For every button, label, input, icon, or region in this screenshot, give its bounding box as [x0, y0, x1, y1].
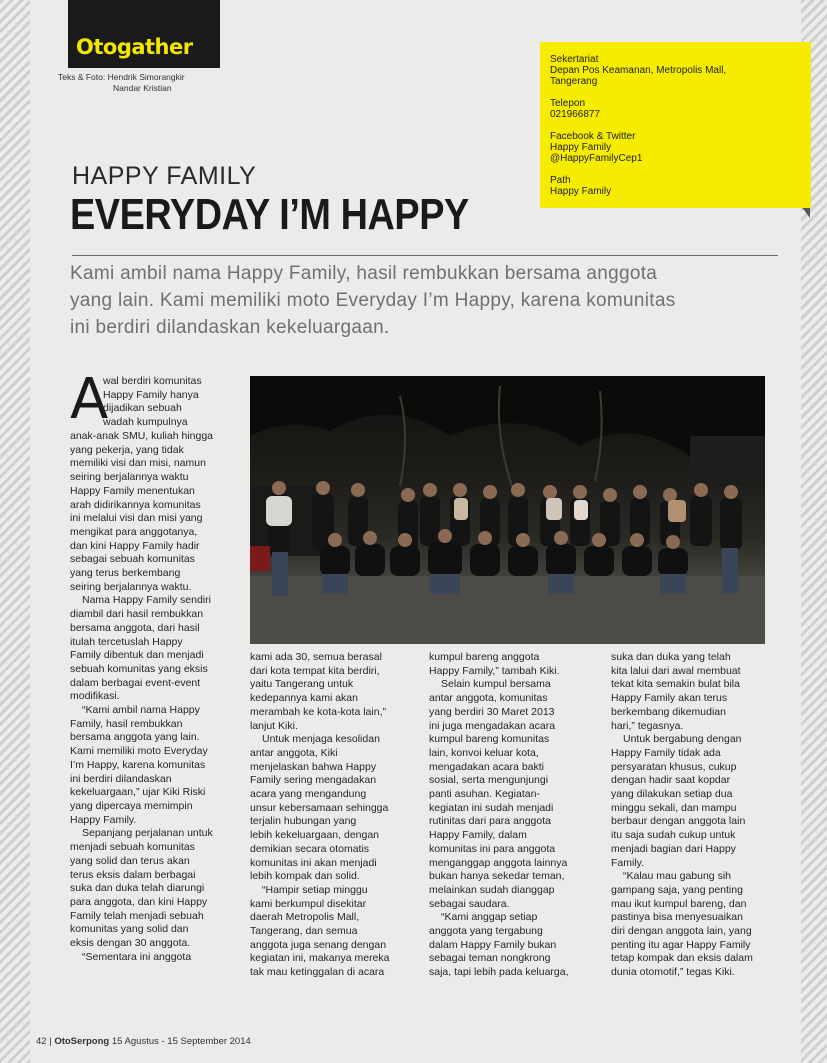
article-line: Kami memiliki moto Everyday: [70, 745, 208, 758]
article-line: saja, tapi lebih pada keluarga,: [429, 966, 569, 979]
article-line: yang pekerja, yang tidak: [70, 443, 184, 456]
article-line: “Kami anggap setiap: [441, 911, 538, 924]
section-title: Otogather: [76, 35, 193, 59]
article-line: “Hampir setiap minggu: [262, 883, 368, 896]
article-line: gampang saja, yang penting: [611, 883, 743, 896]
info-group: [550, 175, 803, 197]
article-line: bersama anggota yang lain.: [70, 731, 200, 744]
article-line: Tangerang, dan semua: [250, 925, 358, 938]
group-photo: [250, 376, 765, 644]
issue-date: 15 Agustus - 15 September 2014: [111, 1036, 251, 1047]
article-line: unsur kebersamaan sehingga: [250, 801, 389, 814]
article-line: eksis dengan 30 anggota.: [70, 937, 191, 950]
headline-rule: [72, 255, 778, 256]
article-line: minggu sekali, dan mampu: [611, 801, 737, 814]
left-margin-pattern: [0, 0, 30, 1063]
article-line: tekat kita semakin bulat bila: [611, 678, 740, 691]
article-line: dijadikan sebuah: [103, 402, 182, 415]
article-line: kekeluargaan,” ujar Kiki Riski: [70, 786, 206, 799]
article-line: seiring berjalannya waktu.: [70, 580, 192, 593]
article-line: kami ada 30, semua berasal: [250, 651, 382, 663]
article-line: Happy Family akan terus: [611, 692, 728, 705]
article-line: seiring berjalannya waktu: [70, 471, 189, 484]
article-line: anggota yang tergabung: [429, 925, 543, 938]
photo-credits: [58, 72, 185, 94]
article-line: diri dengan anggota lain, yang: [611, 925, 752, 938]
article-line: sebagai teman nongkrong: [429, 952, 551, 965]
article-line: daerah Metropolis Mall,: [250, 911, 360, 924]
article-line: Happy Family.: [70, 813, 137, 826]
article-line: Family.: [611, 856, 645, 869]
article-line: Selain kumpul bersama: [441, 678, 551, 691]
article-line: dan kini Happy Family hadir: [70, 539, 200, 552]
article-line: rutinitas dari para anggota: [429, 815, 551, 828]
article-line: ini juga mengadakan acara: [429, 719, 556, 732]
article-line: melainkan sudah dianggap: [429, 883, 555, 896]
article-line: yang dilakukan setiap dua: [611, 788, 733, 801]
lead-line: ini berdiri dilandaskan kekeluargaan.: [70, 317, 390, 338]
info-group: [550, 131, 803, 164]
info-line: Happy Family: [550, 186, 612, 197]
article-line: anak-anak SMU, kuliah hingga: [70, 430, 214, 442]
column-2: [250, 651, 390, 980]
article-line: tetap kompak dan eksis dalam: [611, 952, 753, 965]
article-line: lebih kekeluargaan, dengan: [250, 829, 380, 842]
article-line: itulah tercetuslah Happy: [70, 635, 183, 648]
lead-line: Kami ambil nama Happy Family, hasil rembukkan bersama anggota: [70, 263, 658, 284]
article-line: mengadakan acara bakti: [429, 760, 544, 773]
article-line: Untuk bergabung dengan: [623, 733, 742, 746]
article-line: dengan hadir saat kopdar: [611, 774, 731, 787]
article-line: kita lalui dari awal membuat: [611, 664, 741, 677]
info-line: Depan Pos Keamanan, Metropolis Mall,: [550, 65, 727, 76]
article-line: lanjut Kiki.: [250, 719, 298, 732]
article-line: mau ikut kumpul bareng, dan: [611, 897, 747, 910]
article-line: hari,” tegasnya.: [611, 719, 684, 732]
article-line: merambah ke kota-kota lain,”: [250, 705, 386, 718]
article-line: diambil dari hasil rembukkan: [70, 608, 204, 621]
info-line: Tangerang: [550, 76, 598, 87]
info-line: Happy Family: [550, 142, 612, 153]
article-line: suka dan duka telah diarungi: [70, 882, 205, 895]
article-line: sosial, serta mengunjungi: [429, 774, 549, 787]
article-line: Happy Family menentukan: [70, 484, 195, 497]
article-line: Happy Family tidak ada: [611, 746, 721, 759]
article-line: wadah kumpulnya: [103, 416, 188, 429]
article-line: yang solid dan terus akan: [70, 854, 190, 867]
article-line: lebih kompak dan solid.: [250, 870, 360, 883]
article-line: Family sering mengadakan: [250, 774, 377, 787]
article-line: panti asuhan. Kegiatan-: [429, 788, 540, 801]
article-line: arah didirikannya komunitas: [70, 498, 201, 511]
footer-separator: |: [49, 1036, 55, 1047]
article-line: Sepanjang perjalanan untuk: [82, 827, 213, 840]
article-line: penting itu agar Happy Family: [611, 938, 751, 951]
article-line: wal berdiri komunitas: [103, 375, 202, 387]
article-line: sebagai sebuah komunitas: [70, 553, 195, 566]
article-line: komunitas ini akan menjadi: [250, 856, 377, 869]
lead-line: yang lain. Kami memiliki moto Everyday I’m Happy, karena komunitas: [70, 290, 676, 311]
credit-line: Teks & Foto: Hendrik Simorangkir: [58, 72, 185, 82]
article-line: itu saja sudah cukup untuk: [611, 829, 736, 842]
article-line: para anggota, dan kini Happy: [70, 895, 208, 908]
article-line: dunia otomotif,” tegas Kiki.: [611, 966, 735, 979]
article-line: menjadi bagian dari Happy: [611, 842, 736, 855]
article-line: memiliki visi dan misi, namun: [70, 457, 206, 470]
headline: EVERYDAY I’M HAPPY: [70, 190, 469, 239]
column-3: [429, 651, 569, 980]
info-line: @HappyFamilyCep1: [550, 153, 643, 164]
info-box: [540, 42, 811, 208]
magazine-name: OtoSerpong: [54, 1036, 110, 1047]
info-group: [550, 98, 803, 120]
article-line: berbaur dengan anggota lain: [611, 815, 746, 828]
column-1-wrap: [103, 375, 202, 430]
drop-cap: A: [70, 367, 109, 432]
article-line: Nama Happy Family sendiri: [82, 594, 211, 607]
article-line: yang terus berkembang: [70, 567, 181, 580]
info-heading: Facebook & Twitter: [550, 131, 636, 142]
article-line: terus eksis dalam berbagai: [70, 868, 196, 881]
article-line: menganggap anggota lainnya: [429, 856, 568, 869]
article-line: suka dan duka yang telah: [611, 651, 731, 663]
article-line: kumpul bareng komunitas: [429, 733, 550, 746]
article-line: Family telah menjadi sebuah: [70, 909, 204, 922]
article-line: Happy Family,” tambah Kiki.: [429, 664, 560, 677]
article-line: persyaratan khusus, cukup: [611, 760, 737, 773]
info-line: 021966877: [550, 109, 601, 120]
lead-paragraph: [70, 260, 790, 341]
article-line: dalam Happy Family bukan: [429, 938, 557, 951]
article-line: kedepannya kami akan: [250, 692, 358, 705]
article-line: komunitas ini para anggota: [429, 842, 556, 855]
article-line: mengikat para anggotanya,: [70, 525, 198, 538]
article-line: anggota juga senang dengan: [250, 938, 387, 951]
article-line: demikian secara otomatis: [250, 842, 370, 855]
article-line: komunitas yang solid dan: [70, 923, 189, 936]
article-line: tak mau ketinggalan di acara: [250, 966, 385, 979]
article-line: kegiatan ini, makanya mereka: [250, 952, 390, 965]
info-heading: Sekertariat: [550, 54, 599, 65]
page-number: 42: [36, 1036, 47, 1047]
article-line: berkembang dikemudian: [611, 705, 726, 718]
article-line: terjalin hubungan yang: [250, 815, 357, 828]
article-line: ini berdiri dilandaskan: [70, 772, 172, 785]
article-line: acara yang mengandung: [250, 788, 367, 801]
article-line: bersama anggota, dari hasil: [70, 621, 200, 634]
article-line: yang dipercaya memimpin: [70, 799, 193, 812]
article-line: bukan hanya sekedar teman,: [429, 870, 565, 883]
article-line: I’m Happy, karena komunitas: [70, 758, 206, 771]
article-line: dari kota tempat kita berdiri,: [250, 664, 380, 677]
article-line: lain, konvoi keluar kota,: [429, 746, 539, 759]
info-heading: Path: [550, 175, 571, 186]
column-4: [611, 651, 753, 980]
info-group: [550, 54, 803, 87]
article-line: dalam berbagai event-event: [70, 676, 201, 689]
article-line: modifikasi.: [70, 690, 120, 703]
article-line: kumpul bareng anggota: [429, 651, 540, 663]
article-line: “Kalau mau gabung sih: [623, 870, 731, 883]
article-line: menjadi sebuah komunitas: [70, 841, 195, 854]
article-line: Family dibentuk dan menjadi: [70, 649, 204, 662]
page-footer: [36, 1036, 251, 1047]
article-line: “Sementara ini anggota: [82, 950, 192, 963]
column-1: [70, 430, 213, 964]
article-line: Untuk menjaga kesolidan: [262, 733, 380, 746]
info-heading: Telepon: [550, 98, 586, 109]
article-line: yang berdiri 30 Maret 2013: [429, 705, 555, 718]
article-line: kegiatan ini sudah menjadi: [429, 801, 554, 814]
article-line: yaitu Tangerang untuk: [250, 678, 354, 691]
kicker: HAPPY FAMILY: [72, 162, 257, 190]
article-line: antar anggota, komunitas: [429, 692, 548, 705]
article-line: Happy Family, dalam: [429, 829, 527, 842]
article-line: sebuah komunitas yang eksis: [70, 662, 208, 675]
article-line: “Kami ambil nama Happy: [82, 704, 200, 717]
article-line: kami berkumpul disekitar: [250, 897, 367, 910]
credit-line: Nandar Kristian: [113, 83, 172, 93]
article-line: Family, hasil rembukkan: [70, 717, 183, 730]
article-line: sebagai saudara.: [429, 897, 510, 910]
article-line: ini melalui visi dan misi yang: [70, 512, 203, 525]
article-line: antar anggota, Kiki: [250, 746, 338, 759]
article-line: Happy Family hanya: [103, 388, 199, 401]
group-photo-illustration: [250, 376, 765, 644]
article-line: pastinya bisa menyesuaikan: [611, 911, 743, 924]
article-line: menjelaskan bahwa Happy: [250, 760, 377, 773]
